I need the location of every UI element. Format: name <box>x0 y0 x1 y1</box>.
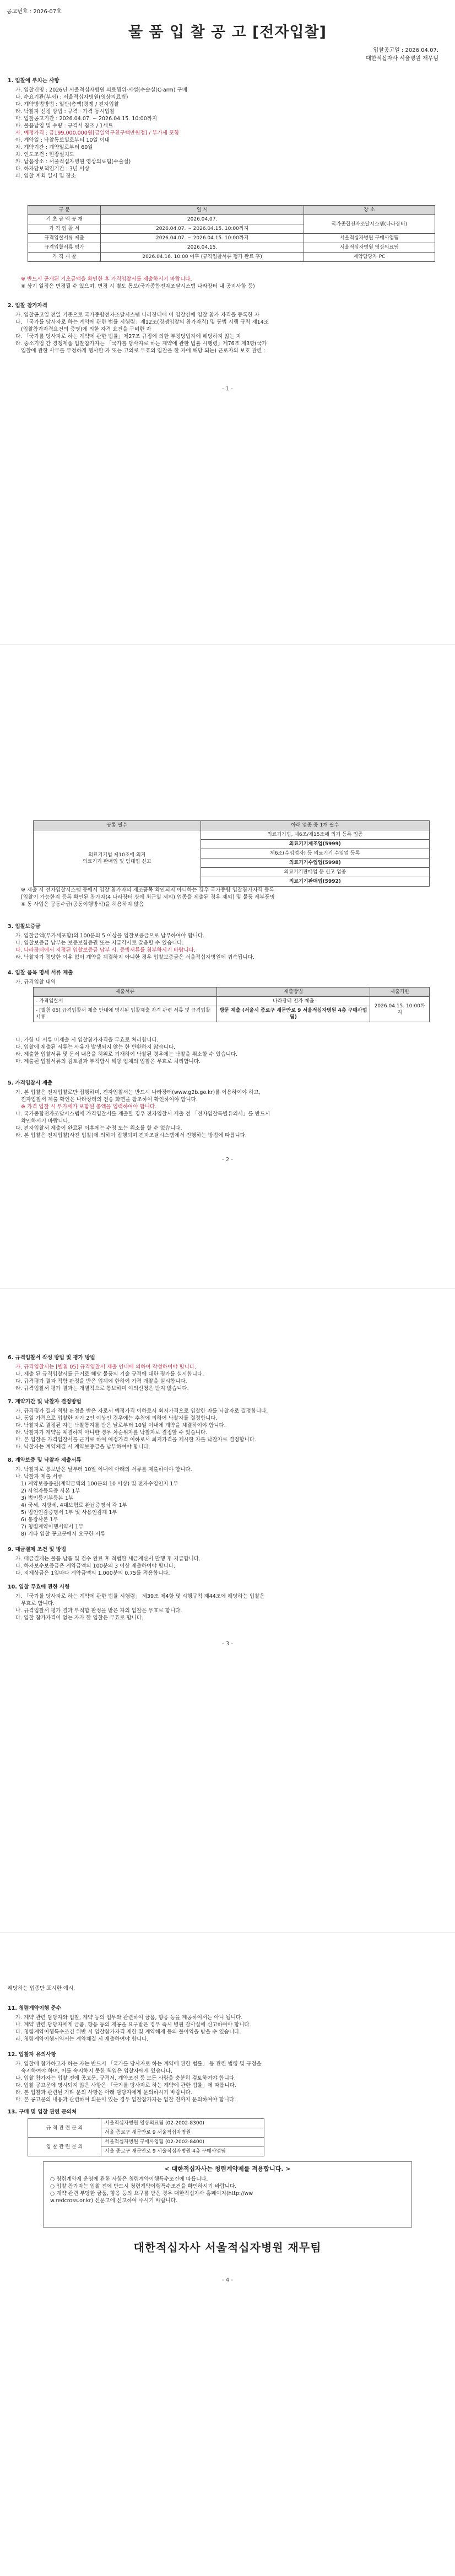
schedule-cell: 2026.04.07. ~ 2026.04.15. 10:00까지 <box>101 224 304 234</box>
schedule-cell: 규격입찰서류 제출 <box>28 234 101 243</box>
contact-label: 규 격 관 련 문 의 <box>28 2119 101 2138</box>
section-10 <box>8 1584 442 1622</box>
section-1-line: 마. 입찰공고기간 : 2026.04.07. ~ 2026.04.15. 10:00까지 <box>15 116 158 122</box>
section-2-line: 입찰에 관한 사무를 부정하게 행사한 자 또는 고의로 무효의 입찰을 한 자에 해당 되는) 근로자의 보호 관련 : <box>21 348 266 354</box>
section-5-line: 가. 본 입찰은 전자입찰로만 집행하며, 전자입찰서는 반드시 나라장터(www.g2b.go.kr)를 이용하여야 하고, <box>15 1090 261 1096</box>
section-3-line: 나. 입찰보증금 납부는 보증보험증권 또는 지급각서로 갈음할 수 있습니다. <box>15 940 184 946</box>
submission-cell: - 가격입찰서 <box>34 997 217 1006</box>
section-7-title: 7. 계약기간 및 낙찰자 결정방법 <box>8 1399 82 1405</box>
section-1-line: 나. 수요기관(부서) : 서울적십자병원(영상의료팀) <box>15 94 128 100</box>
section-5-line: 확인하시기 바랍니다. <box>21 1118 70 1124</box>
section-11-line: 나. 계약 관련 담당자에게 금품, 향응 등의 제공을 요구받은 경우 즉시 병원 감사실에 신고하여야 합니다. <box>15 2022 251 2028</box>
section-3-line: 다. 나라장터에서 지정된 입찰보증금 납부 시, 증빙서류를 첨부하시기 바랍니다. <box>15 947 196 953</box>
schedule-note: ※ 반드시 공개된 기초금액을 확인한 후 가격입찰서를 제출하시기 바랍니다. <box>21 276 192 282</box>
section-1-line: 아. 계약일 : 낙찰통보일로부터 10일 이내 <box>15 137 110 143</box>
section-7-line: 다. 낙찰자로 결정된 자는 낙찰통지를 받은 날로부터 10일 이내에 계약을 체결하여야 합니다. <box>15 1423 226 1429</box>
section-8-line: 2) 사업자등록증 사본 1부 <box>21 1488 80 1494</box>
section-9-line: 다. 지체상금은 1일마다 계약금액의 1,000분의 0.75를 적용합니다. <box>15 1570 170 1576</box>
section-8-line: 가. 낙찰자로 통보받은 날부터 10일 이내에 아래의 서류를 제출하여야 합니다. <box>15 1467 192 1473</box>
section-2-line: 다. 「국가를 당사자로 하는 계약에 관한 법률」제27조 규정에 의한 부정당업자에 해당하지 않는 자 <box>15 334 241 340</box>
section-11-line: 다. 청렴계약이행특수조건 위반 시 입찰참가자격 제한 및 계약해제 등의 불이익을 받을 수 있습니다. <box>15 2029 241 2035</box>
section-1-line: 라. 낙찰자 선정 방법 : 규격 · 가격 동시입찰 <box>15 109 115 115</box>
table-row <box>28 215 435 224</box>
schedule-header: 장 소 <box>304 206 435 215</box>
page-title: 물 품 입 찰 공 고 [전자입찰] <box>128 24 327 41</box>
schedule-cell: 2026.04.16. 10:00 이후 (규격입찰서류 평가 완료 후) <box>101 253 304 262</box>
section-1-line: 차. 인도조건 : 현장설치도 <box>15 152 75 158</box>
section-4-note: 라. 제출한 입찰서류 및 문서 내용을 허위로 기재하여 낙찰된 경우에는 낙찰을 취소할 수 있습니다. <box>15 1051 238 1058</box>
section-12-line: 라. 본 입찰과 관련된 기타 문의 사항은 아래 담당자에게 문의하시기 바랍니다. <box>15 2090 192 2096</box>
page-2 <box>0 644 455 1288</box>
section-1-line: 파. 입찰 계획 일시 및 장소 <box>15 173 76 179</box>
section-12-line: 다. 입찰 공고문에 명시되지 않은 사항은 「국가를 당사자로 하는 계약에 관한 법률」에 따릅니다. <box>15 2083 236 2089</box>
section-3-line: 라. 낙찰자가 정당한 이유 없이 계약을 체결하지 아니한 경우 입찰보증금은 서울적십자병원에 귀속됩니다. <box>15 954 254 960</box>
section-1-line: 자. 계약기간 : 계약일로부터 60일 <box>15 144 93 151</box>
section-2-title: 2. 입찰 참가자격 <box>8 303 47 309</box>
section-5-line: 전자입찰서 제출 확인은 나라장터의 전송 화면을 참조하여 확인하여야 합니다. <box>21 1097 198 1103</box>
table-row <box>34 1006 430 1022</box>
contact-table <box>28 2118 264 2156</box>
table-row <box>28 253 435 262</box>
section-8-line: 7) 청렴계약이행서약서 1부 <box>21 1524 84 1530</box>
requirements-header: 공통 필수 <box>34 821 201 830</box>
submission-cell: 나라장터 전자 제출 <box>216 997 370 1006</box>
schedule-cell: 기 초 금 액 공 개 <box>28 215 101 224</box>
section-3-title: 3. 입찰보증금 <box>8 924 41 930</box>
tail-line <box>8 1985 442 1992</box>
section-10-line: 다. 입찰 참가자격이 없는 자가 한 입찰은 무효로 합니다. <box>15 1615 144 1621</box>
section-7-line: 바. 낙찰자는 계약체결 시 계약보증금을 납부하여야 합니다. <box>15 1444 150 1450</box>
section-8-line: 3) 법인등기부등본 1부 <box>21 1495 74 1501</box>
section-2-text: 가. 입찰공고일 전일 기준으로 국가종합전자조달시스템 나라장터에 이 입찰건에 입찰 참가 자격을 등록한 자 <box>15 312 260 318</box>
section-13-title: 13. 구매 및 입찰 관련 문의처 <box>8 2109 77 2115</box>
section-1-line: 다. 계약방법방법 : 일반(총액)경쟁 / 전자입찰 <box>15 101 119 108</box>
page-number: - 3 - <box>222 1641 233 1647</box>
table-row <box>34 997 430 1006</box>
section-10-line: 가. 「국가를 당사자로 하는 계약에 관한 법률 시행령」 제39조 제4항 및 시행규칙 제44조에 해당하는 입찰은 <box>15 1593 265 1600</box>
schedule-cell: 2026.04.15. <box>101 243 304 253</box>
section-8-title: 8. 계약보증 및 낙찰자 제출서류 <box>8 1457 82 1463</box>
requirements-header: 아래 업종 중 1개 필수 <box>201 821 429 830</box>
section-12-line: 가. 입찰에 참가하고자 하는 자는 반드시 「국가를 당사자로 하는 계약에 관한 법률」 등 관련 법령 및 규정을 <box>15 2061 262 2067</box>
section-12-line: 나. 입찰 참가자는 입찰 전에 공고문, 규격서, 계약조건 등 모든 사항을 충분히 검토하여야 합니다. <box>15 2075 236 2081</box>
section-1-line: 바. 물품납입 및 수량 : 규격서 참조 / 1세트 <box>15 123 113 129</box>
submission-cell: 방문 제출 (서울시 종로구 새문안로 9 서울적십자병원 4층 구매사업팀) <box>216 1006 370 1022</box>
schedule-cell: 2026.04.07. ~ 2026.04.15. 10:00까지 <box>101 234 304 243</box>
requirements-text: 의료기기 판매업 및 임대업 신고 <box>83 858 151 865</box>
submission-cell: - [별첨 05] 규격입찰서 제출 안내에 명시된 입찰제출 자격 관련 서류 및 규격입찰 서류 <box>34 1006 217 1022</box>
section-11-line: 가. 계약 관련 담당자와 입찰, 계약 등의 업무와 관련하여 금품, 향응 등을 제공하여서는 아니 됩니다. <box>15 2015 243 2021</box>
section-4-note: 마. 제출된 입찰서류의 검토결과 부적합시 해당 업체의 입찰은 무효로 처리합니다. <box>15 1059 201 1065</box>
section-6-line: 다. 규격평가 결과 적합 판정을 받은 업체에 한하여 가격 개찰을 실시합니다. <box>15 1378 187 1384</box>
schedule-cell: 규격입찰서류 평가 <box>28 243 101 253</box>
section-5-line: 다. 전자입찰서 제출이 완료된 이후에는 수정 또는 취소를 할 수 없습니다. <box>15 1125 182 1131</box>
section-4-line: 가. 규격입찰 내역 <box>15 979 56 985</box>
submission-header: 제출기한 <box>370 988 430 997</box>
schedule-header: 일 시 <box>101 206 304 215</box>
section-5-line: 나. 국가종합전자조달시스템에 가격입찰서를 제출할 경우 전자입찰서 제출 전 「전자입찰특별유의서」를 반드시 <box>15 1111 270 1117</box>
schedule-note: ※ 상기 일정은 변경될 수 있으며, 변경 시 별도 통보(국가종합전자조달시스템 나라장터 내 공지사항 등) <box>21 283 255 289</box>
section-10-line: 나. 규격입찰서 평가 결과 부적합 판정을 받은 자의 입찰은 무효로 합니다. <box>15 1608 182 1614</box>
schedule-cell: 서울적십자병원 구매사업팀 <box>304 234 435 243</box>
integrity-notice-title: < 대한적십자사는 청렴계약제를 적용합니다. > <box>164 2165 291 2172</box>
section-1-line: 사. 예정가격 : 금199,000,000원[금일억구천구백만원정] / 부가세 포함 <box>15 130 180 136</box>
section-8-line: 8) 기타 입찰 공고문에서 요구한 서류 <box>21 1531 106 1537</box>
schedule-notes <box>8 276 442 290</box>
contact-value: 서울 종로구 새문안로 9 서울적십자병원 4층 구매사업팀 <box>101 2147 264 2156</box>
section-12 <box>8 2051 442 2103</box>
submission-cell: 2026.04.15. 10:00까지 <box>370 997 430 1022</box>
section-9-line: 나. 하자보수보증금은 계약금액의 100분의 3 이상 제출하여야 합니다. <box>15 1563 175 1569</box>
schedule-cell: 가 격 입 찰 서 <box>28 224 101 234</box>
section-11 <box>8 2005 442 2043</box>
section-7 <box>8 1398 442 1451</box>
section-4-notes <box>8 1037 442 1065</box>
section-2-line: (입찰참가자격요건의 증명)에 의한 자격 요건을 구비한 자 <box>21 326 151 332</box>
section-4-note: 다. 입찰에 제출된 서류는 사유가 발생되지 않는 한 반환하지 않습니다. <box>15 1044 176 1050</box>
section-1-line: 타. 하자담보책임기간 : 3년 이상 <box>15 166 90 172</box>
requirements-cell: 의료기기제조업(5999) <box>201 840 429 849</box>
schedule-header: 구 분 <box>28 206 101 215</box>
submission-table <box>33 987 430 1022</box>
section-11-line: 라. 청렴계약이행서약서는 계약체결 시 제출하여야 합니다. <box>15 2036 149 2042</box>
schedule-cell: 가 격 개 찰 <box>28 253 101 262</box>
section-1-line: 카. 납품장소 : 서울적십자병원 영상의료팀(수술실) <box>15 159 131 165</box>
section-5-title: 5. 가격입찰서 제출 <box>8 1080 53 1086</box>
notice-number: 공고번호 : 2026-07호 <box>7 9 62 15</box>
table-row <box>34 830 430 840</box>
section-4-title: 4. 입찰 품목 명세 서류 제출 <box>8 970 73 976</box>
section-4 <box>8 969 442 986</box>
contact-label: 입 찰 관 련 문 의 <box>28 2138 101 2156</box>
requirements-cell: 의료기기판매업(5992) <box>201 877 429 887</box>
section-6-line: 라. 규격입찰서 평가 결과는 개별적으로 통보하며 이의신청은 받지 않습니다. <box>15 1386 189 1392</box>
section-7-line: 나. 동일 가격으로 입찰한 자가 2인 이상인 경우에는 추첨에 의하여 낙찰자를 결정합니다. <box>15 1415 218 1421</box>
section-8-line: 나. 낙찰자 제출 서류 <box>15 1474 63 1480</box>
requirements-notes <box>8 887 442 908</box>
section-7-line: 가. 규격평가 결과 적합 판정을 받은 자로서 예정가격 이하로서 최저가격으로 입찰한 자를 낙찰자로 결정합니다. <box>15 1408 268 1414</box>
posted-info <box>366 46 438 63</box>
section-7-line: 마. 본 입찰은 가격입찰서를 근거로 하여 예정가격 이하로서 최저가격을 제시한 자를 낙찰자로 결정합니다. <box>15 1437 256 1443</box>
contact-value: 서울 종로구 새문안로 9 서울적십자병원 <box>101 2128 264 2138</box>
posted-org: 대한적십자사 서울병원 재무팀 <box>366 56 438 62</box>
section-12-title: 12. 입찰자 유의사항 <box>8 2052 56 2058</box>
tail-line-text: 해당하는 업종만 표시한 예시. <box>8 1985 75 1992</box>
section-2-line: 나. 「국가를 당사자로 하는 계약에 관한 법률 시행령」제12조(경쟁입찰의 참가자격) 및 동법 시행 규칙 제14조 <box>15 319 269 325</box>
section-1-line: 가. 입찰건명 : 2026년 서울적십자병원 의료행위·시설(수술실(C-arm) 구매 <box>15 87 187 93</box>
requirements-cell: 의료기기판매업 등 신고 업종 <box>201 868 429 877</box>
section-6-line: 나. 제출 된 규격입찰서를 근거로 해당 물품의 기술 규격에 대한 평가를 실시합니다. <box>15 1371 204 1377</box>
submission-header: 제출방법 <box>216 988 370 997</box>
section-4-note: 나. 가항 내 서류 미제출 시 입찰참가자격을 무효로 처리합니다. <box>15 1037 159 1043</box>
requirements-note: ※ 동 사업은 공동수급(공동이행방식)을 허용하지 않음 <box>21 901 144 908</box>
page-number: - 4 - <box>222 2277 233 2283</box>
table-row <box>28 2138 264 2147</box>
integrity-notice-line: ○ 청렴계약제 운영에 관한 사항은 청렴계약이행특수조건에 따릅니다. <box>50 2176 208 2182</box>
section-8-line: 5) 법인인감증명서 1부 및 사용인감계 1부 <box>21 1510 117 1516</box>
integrity-notice-box <box>43 2161 412 2228</box>
section-1-title: 1. 입찰에 부치는 사항 <box>8 78 59 84</box>
section-6 <box>8 1354 442 1392</box>
schedule-cell: 국가종합전자조달시스템(나라장터) <box>304 215 435 234</box>
integrity-notice-line: ○ 입찰 참가자는 입찰 전에 반드시 청렴계약이행특수조건을 확인하시기 바랍니다. <box>50 2183 237 2189</box>
section-3-line: 가. 입찰금액(부가세포함)의 100분의 5 이상을 입찰보증금으로 납부하여야 합니다. <box>15 933 205 939</box>
table-row <box>28 243 435 253</box>
section-2-line: 라. 중소기업 간 경쟁제품 입찰참가자는 「국가를 당사자로 하는 계약에 관한 법률 시행령」제76조 제3항(국가 <box>15 341 267 347</box>
section-12-line: 마. 본 공고문의 내용과 관련하여 의문이 있는 경우 입찰참가자는 입찰 전까지 문의하여야 합니다. <box>15 2097 236 2103</box>
schedule-cell: 서울적십자병원 영상의료팀 <box>304 243 435 253</box>
section-9-title: 9. 대금결제 조건 및 방법 <box>8 1547 67 1553</box>
section-8-line: 1) 계약보증증권(계약금액의 100분의 10 이상) 및 전자수입인지 1부 <box>21 1481 178 1487</box>
footer-org: 대한적십자사 서울적십자병원 재무팀 <box>133 2241 322 2254</box>
schedule-cell: 2026.04.07. <box>101 215 304 224</box>
section-2 <box>8 302 442 355</box>
integrity-notice-line: ○ 계약 관련 부당한 금품, 향응 등의 요구를 받은 경우 대한적십자사 홈페이지(http://ww <box>50 2191 253 2197</box>
section-6-title: 6. 규격입찰서 작성 방법 및 평가 방법 <box>8 1355 95 1361</box>
section-10-title: 10. 입찰 무효에 관한 사항 <box>8 1584 70 1590</box>
page-number: - 1 - <box>222 386 233 392</box>
section-13 <box>8 2108 442 2118</box>
section-7-line: 라. 낙찰자가 계약을 체결하지 아니한 경우 차순위자를 낙찰자로 결정할 수 있습니다. <box>15 1430 208 1436</box>
section-9 <box>8 1546 442 1577</box>
section-12-line: 숙지하여야 하며, 이를 숙지하지 못한 책임은 입찰자에게 있습니다. <box>21 2068 172 2074</box>
submission-header: 제출서류 <box>34 988 217 997</box>
section-5-line: ※ 가격 입찰 시 부가세가 포함된 총액을 입력하여야 합니다. <box>21 1104 157 1110</box>
table-row <box>28 234 435 243</box>
section-5 <box>8 1080 442 1139</box>
section-10-line: 무효로 합니다. <box>21 1601 55 1607</box>
requirements-note: ※ 제출 시 전자입찰시스템 등에서 입찰 참가자의 제조품목 확인되지 아니하는 경우 국가종합 입찰참가자격 등록 <box>21 887 275 893</box>
section-11-title: 11. 청렴계약이행 준수 <box>8 2005 61 2011</box>
requirements-cell: 의료기기법, 제6조/제15조에 의거 등록 업종 <box>201 830 429 840</box>
page-number: - 2 - <box>222 1157 233 1163</box>
section-8-line: 6) 통장사본 1부 <box>21 1517 58 1523</box>
schedule-cell: 계약담당자 PC <box>304 253 435 262</box>
integrity-notice-line: w.redcross.or.kr) 신문고에 신고하여 주시기 바랍니다. <box>50 2198 177 2204</box>
contact-value: 서울적십자병원 영상의료팀 (02-2002-8300) <box>101 2119 264 2128</box>
schedule-table <box>28 205 435 262</box>
section-1 <box>8 77 442 180</box>
section-9-line: 가. 대금결제는 물품 납품 및 검수 완료 후 적법한 세금계산서 발행 후 지급합니다. <box>15 1556 201 1562</box>
requirements-cell: 의료기기수입업(5998) <box>201 858 429 868</box>
table-row <box>28 2119 264 2128</box>
section-6-line: 가. 규격입찰서는 [별첨 05] 규격입찰서 제출 안내에 의하여 작성하여야 합니다. <box>15 1364 197 1370</box>
section-3 <box>8 923 442 961</box>
requirements-table <box>33 820 430 887</box>
section-5-line: 라. 본 입찰은 전자입찰(사전 입찰)에 의하여 집행되며 전자조달시스템에서 진행하는 방법에 따릅니다. <box>15 1133 247 1139</box>
posted-date: 입찰공고일 : 2026.04.07. <box>373 47 438 53</box>
requirements-cell <box>34 830 201 887</box>
requirements-text: 의료기기법 제10조에 의거 <box>88 852 146 858</box>
requirements-cell: 제6조(수입업자) 등 의료기기 수입업 등록 <box>201 849 429 858</box>
requirements-note: [입찰이 가능한지 등록 확인된 참가자(4 나라장터 상에 최근일 제외) 업종을 제출된 경우 제외] 및 물품 세부품명 <box>21 894 275 900</box>
contact-value: 서울적십자병원 구매사업팀 (02-2002-8400) <box>101 2138 264 2147</box>
page-1 <box>0 0 455 644</box>
section-8-line: 4) 국세, 지방세, 4대보험료 완납증명서 각 1부 <box>21 1502 127 1509</box>
page-3 <box>0 1288 455 1932</box>
section-8 <box>8 1457 442 1538</box>
section-2-line <box>8 312 442 319</box>
